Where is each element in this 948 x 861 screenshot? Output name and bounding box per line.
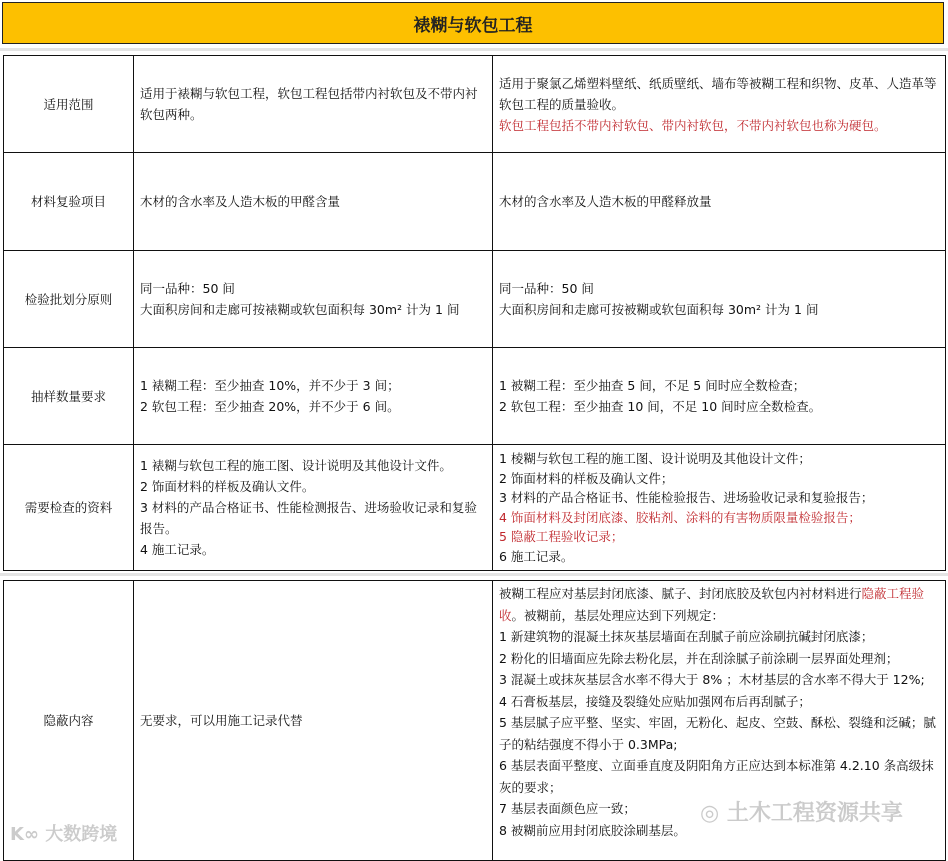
row-label: 适用范围 [4,56,134,153]
cell-text: 3 材料的产品合格证书、性能检验报告、进场验收记录和复验报告； [499,490,874,505]
logo-icon: K∞ [10,824,46,845]
row-label: 需要检查的资料 [4,445,134,571]
watermark-right [700,796,903,827]
cell-text-highlight: 隐蔽工程验收 [499,586,925,623]
cell-text: 木材的含水率及人造木板的甲醛释放量 [499,194,712,209]
wechat-icon: ◎ [700,801,727,826]
cell-old [134,56,493,153]
cell-text: 1 被糊工程：至少抽查 5 间，不足 5 间时应全数检查； [499,378,806,393]
cell-old [134,251,493,348]
watermark-text: 土木工程资源共享 [726,801,903,826]
list-item: 7 基层表面颜色应一致； [499,801,636,816]
cell-new [493,445,946,571]
watermark-text: 大数跨境 [45,824,118,845]
watermark-left [10,820,117,846]
row-label: 隐蔽内容 [4,581,134,861]
table-row [4,445,946,571]
cell-text: 大面积房间和走廊可按被糊或软包面积每 30m² 计为 1 间 [499,302,819,317]
comparison-table [3,55,946,571]
cell-text: 2 饰面材料的样板及确认文件； [499,470,674,486]
list-item: 2 粉化的旧墙面应先除去粉化层，并在刮涂腻子前涂刷一层界面处理剂； [499,650,899,666]
list-item: 1 新建筑物的混凝土抹灰基层墙面在刮腻子前应涂刷抗碱封闭底漆； [499,629,874,644]
table-row [4,251,946,348]
cell-text: 2 软包工程：至少抽查 10 间，不足 10 间时应全数检查。 [499,399,822,414]
cell-text-highlight: 4 饰面材料及封闭底漆、胶粘剂、涂料的有害物质限量检验报告； [499,509,861,525]
list-item: 4 石膏板基层，接缝及裂缝处应贴加强网布后再刮腻子； [499,693,811,709]
cell-text-highlight: 5 隐蔽工程验收记录； [499,529,624,544]
cell-text: 被糊工程应对基层封闭底漆、腻子、封闭底胶及软包内衬材料进行 [499,586,862,601]
cell-text: 1 裱糊与软包工程的施工图、设计说明及其他设计文件。 [140,458,452,473]
cell-text: 同一品种：50 间 [140,281,235,296]
cell-new [493,251,946,348]
cell-text: 2 软包工程：至少抽查 20%，并不少于 6 间。 [140,399,400,414]
cell-text: 大面积房间和走廊可按裱糊或软包面积每 30m² 计为 1 间 [140,302,460,317]
row-label: 材料复验项目 [4,153,134,251]
table-row [4,348,946,445]
row-label: 抽样数量要求 [4,348,134,445]
cell-text: 1 裱糊工程：至少抽查 10%，并不少于 3 间； [140,378,400,393]
table-row [4,56,946,153]
list-item: 8 被糊前应用封闭底胶涂刷基层。 [499,822,686,838]
cell-text: 木材的含水率及人造木板的甲醛含量 [140,194,341,209]
cell-text: 2 饰面材料的样板及确认文件。 [140,479,315,494]
cell-text: 6 施工记录。 [499,548,574,564]
list-item: 3 混凝土或抹灰基层含水率不得大于 8% ；木材基层的含水率不得大于 12%; [499,672,925,687]
cell-text: 。被糊前，基层处理应达到下列规定： [511,607,725,623]
list-item: 5 基层腻子应平整、坚实、牢固，无粉化、起皮、空鼓、酥松、裂缝和泛碱；腻子的粘结强度不得小于 0.3MPa; [499,715,936,752]
cell-new [493,56,946,153]
list-item: 6 基层表面平整度、立面垂直度及阴阳角方正应达到本标准第 4.2.10 条高级抹灰的要求； [499,758,934,795]
cell-text: 1 棱糊与软包工程的施工图、设计说明及其他设计文件； [499,451,811,466]
divider [0,573,948,576]
cell-text: 同一品种：50 间 [499,281,594,296]
cell-text: 适用于裱糊与软包工程，软包工程包括带内衬软包及不带内衬软包两种。 [140,86,478,122]
cell-old [134,348,493,445]
cell-old [134,153,493,251]
row-label: 检验批划分原则 [4,251,134,348]
table-row [4,153,946,251]
cell-old: 无要求，可以用施工记录代替 [134,581,493,861]
page-title: 裱糊与软包工程 [2,2,944,44]
cell-text: 4 施工记录。 [140,542,215,557]
cell-text: 3 材料的产品合格证书、性能检测报告、进场验收记录和复验报告。 [140,500,477,536]
cell-new [493,348,946,445]
divider [0,48,948,51]
cell-new [493,153,946,251]
cell-text-highlight: 软包工程包括不带内衬软包、带内衬软包，不带内衬软包也称为硬包。 [499,117,887,133]
cell-old [134,445,493,571]
cell-text: 适用于聚氯乙烯塑料壁纸、纸质壁纸、墙布等被糊工程和织物、皮革、人造革等软包工程的质量验收。 [499,75,937,112]
